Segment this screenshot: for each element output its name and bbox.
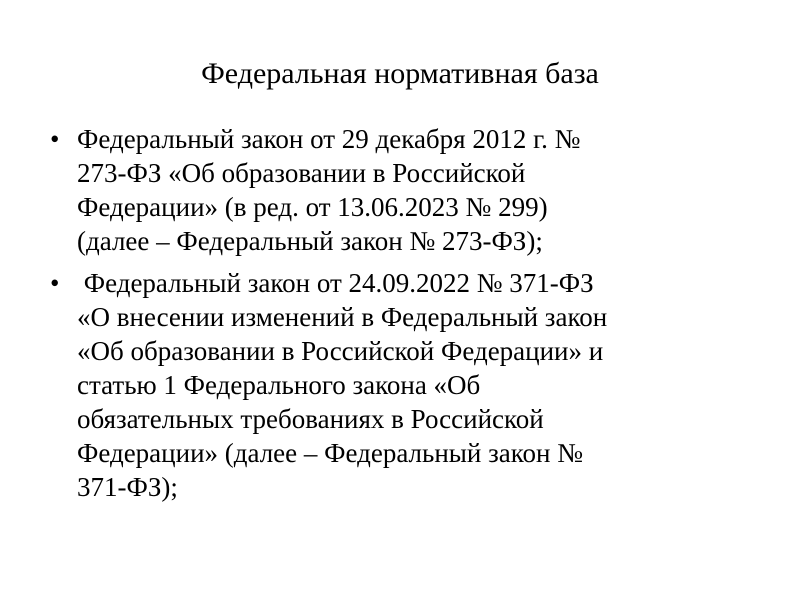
bullet-line: Федеральный закон от 24.09.2022 № 371-ФЗ — [77, 268, 594, 298]
bullet-line: 273-ФЗ «Об образовании в Российской — [77, 158, 526, 188]
list-item — [50, 266, 750, 504]
bullet-line: (далее – Федеральный закон № 273-ФЗ); — [77, 226, 543, 256]
bullet-list — [50, 122, 750, 512]
bullet-line: статью 1 Федерального закона «Об — [77, 370, 481, 400]
bullet-line: Федеральный закон от 29 декабря 2012 г. № — [77, 124, 581, 154]
bullet-line: Федерации» (далее – Федеральный закон № — [77, 438, 583, 468]
bullet-line: «О внесении изменений в Федеральный закон — [77, 302, 608, 332]
bullet-line: Федерации» (в ред. от 13.06.2023 № 299) — [77, 192, 548, 222]
list-item — [50, 122, 750, 258]
slide-title: Федеральная нормативная база — [201, 57, 599, 90]
bullet-line: «Об образовании в Российской Федерации» и — [77, 336, 604, 366]
bullet-line: обязательных требованиях в Российской — [77, 404, 544, 434]
bullet-dot-icon: • — [50, 124, 60, 154]
bullet-dot-icon: • — [50, 268, 60, 298]
bullet-line: 371-ФЗ); — [77, 472, 178, 502]
